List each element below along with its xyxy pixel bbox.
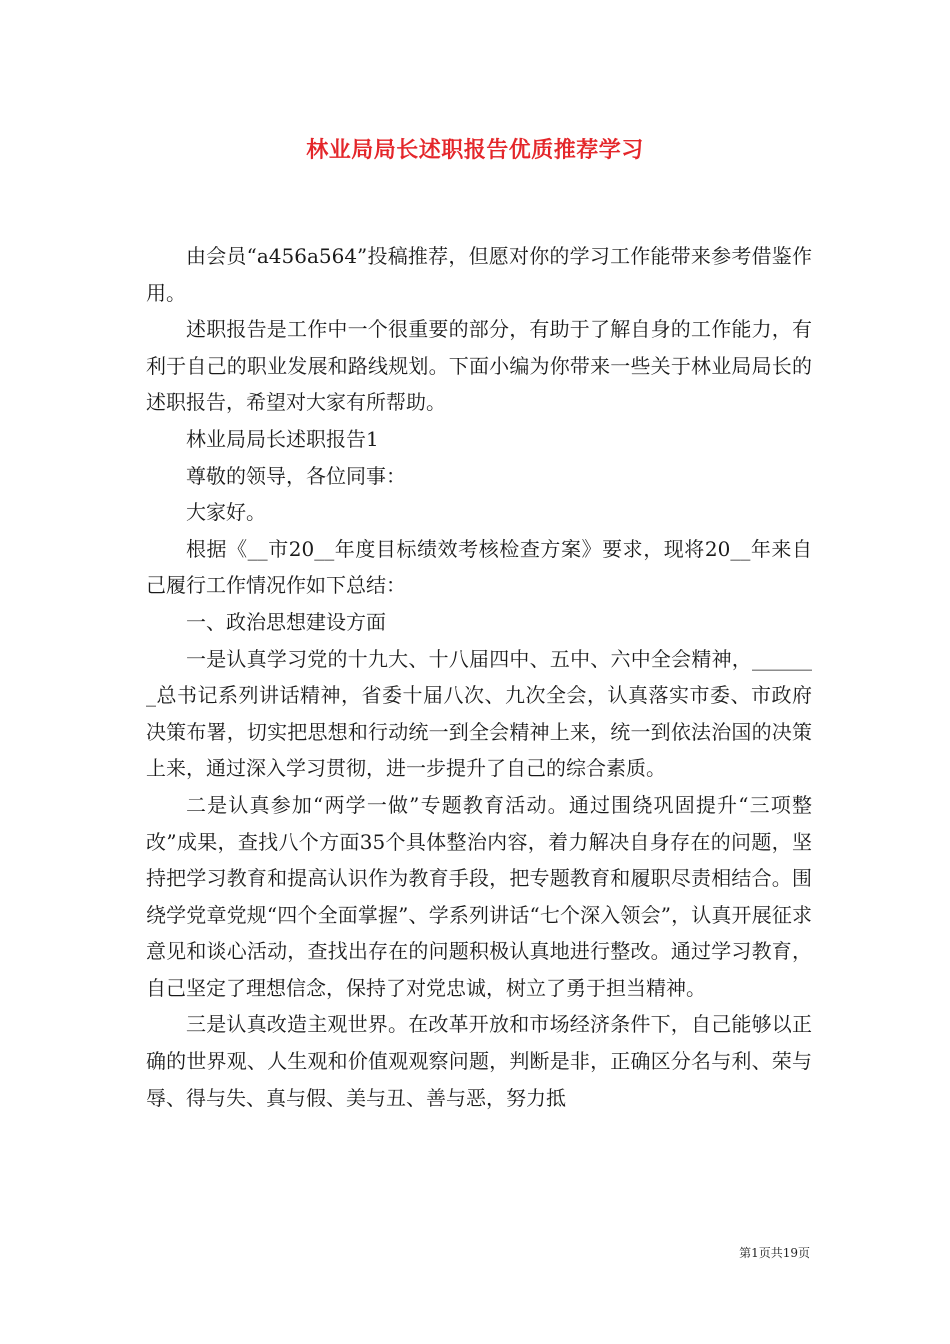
paragraph-basis: 根据《__市20__年度目标绩效考核检查方案》要求，现将20__年来自己履行工作情况作如下总结： xyxy=(146,536,812,598)
paragraph-intro: 由会员“a456a564”投稿推荐，但愿对你的学习工作能带来参考借鉴作用。 xyxy=(146,244,812,305)
paragraph-point-three: 三是认真改造主观世界。在改革开放和市场经济条件下，自己能够以正确的世界观、人生观和价值观观察问题，判断是非，正确区分名与利、荣与辱、得与失、真与假、美与丑、善与恶，努力抵 xyxy=(146,1012,812,1110)
paragraph-point-two: 二是认真参加“两学一做”专题教育活动。通过围绕巩固提升“三项整改”成果，查找八个方面35个具体整治内容，着力解决自身存在的问题，坚持把学习教育和提高认识作为教育手段，把专题教育和履职尽责相结合。围绕学党章党规“四个全面掌握”、学系列讲话“七个深入领会”，认真开展征求意见和谈心活动，查找出存在的问题积极认真地进行整改。通过学习教育，自己坚定了理想信念，保持了对党忠诚，树立了勇于担当精神。 xyxy=(146,792,812,1000)
page-number: 第1页共19页 xyxy=(739,1246,810,1260)
section-heading-political: 一、政治思想建设方面 xyxy=(186,609,386,634)
greeting: 大家好。 xyxy=(186,500,266,525)
paragraph-point-one: 一是认真学习党的十九大、十八届四中、五中、六中全会精神，_______总书记系列讲话精神，省委十届八次、九次全会，认真落实市委、市政府决策布署，切实把思想和行动统一到全会精神上来，统一到依法治国的决策上来，通过深入学习贯彻，进一步提升了自己的综合素质。 xyxy=(146,646,812,781)
section-heading-report-1: 林业局局长述职报告1 xyxy=(186,426,379,451)
document-body xyxy=(146,238,812,1116)
document-title: 林业局局长述职报告优质推荐学习 xyxy=(306,137,644,163)
paragraph-description: 述职报告是工作中一个很重要的部分，有助于了解自身的工作能力，有利于自己的职业发展和路线规划。下面小编为你带来一些关于林业局局长的述职报告，希望对大家有所帮助。 xyxy=(146,317,812,415)
salutation: 尊敬的领导，各位同事： xyxy=(186,463,406,488)
